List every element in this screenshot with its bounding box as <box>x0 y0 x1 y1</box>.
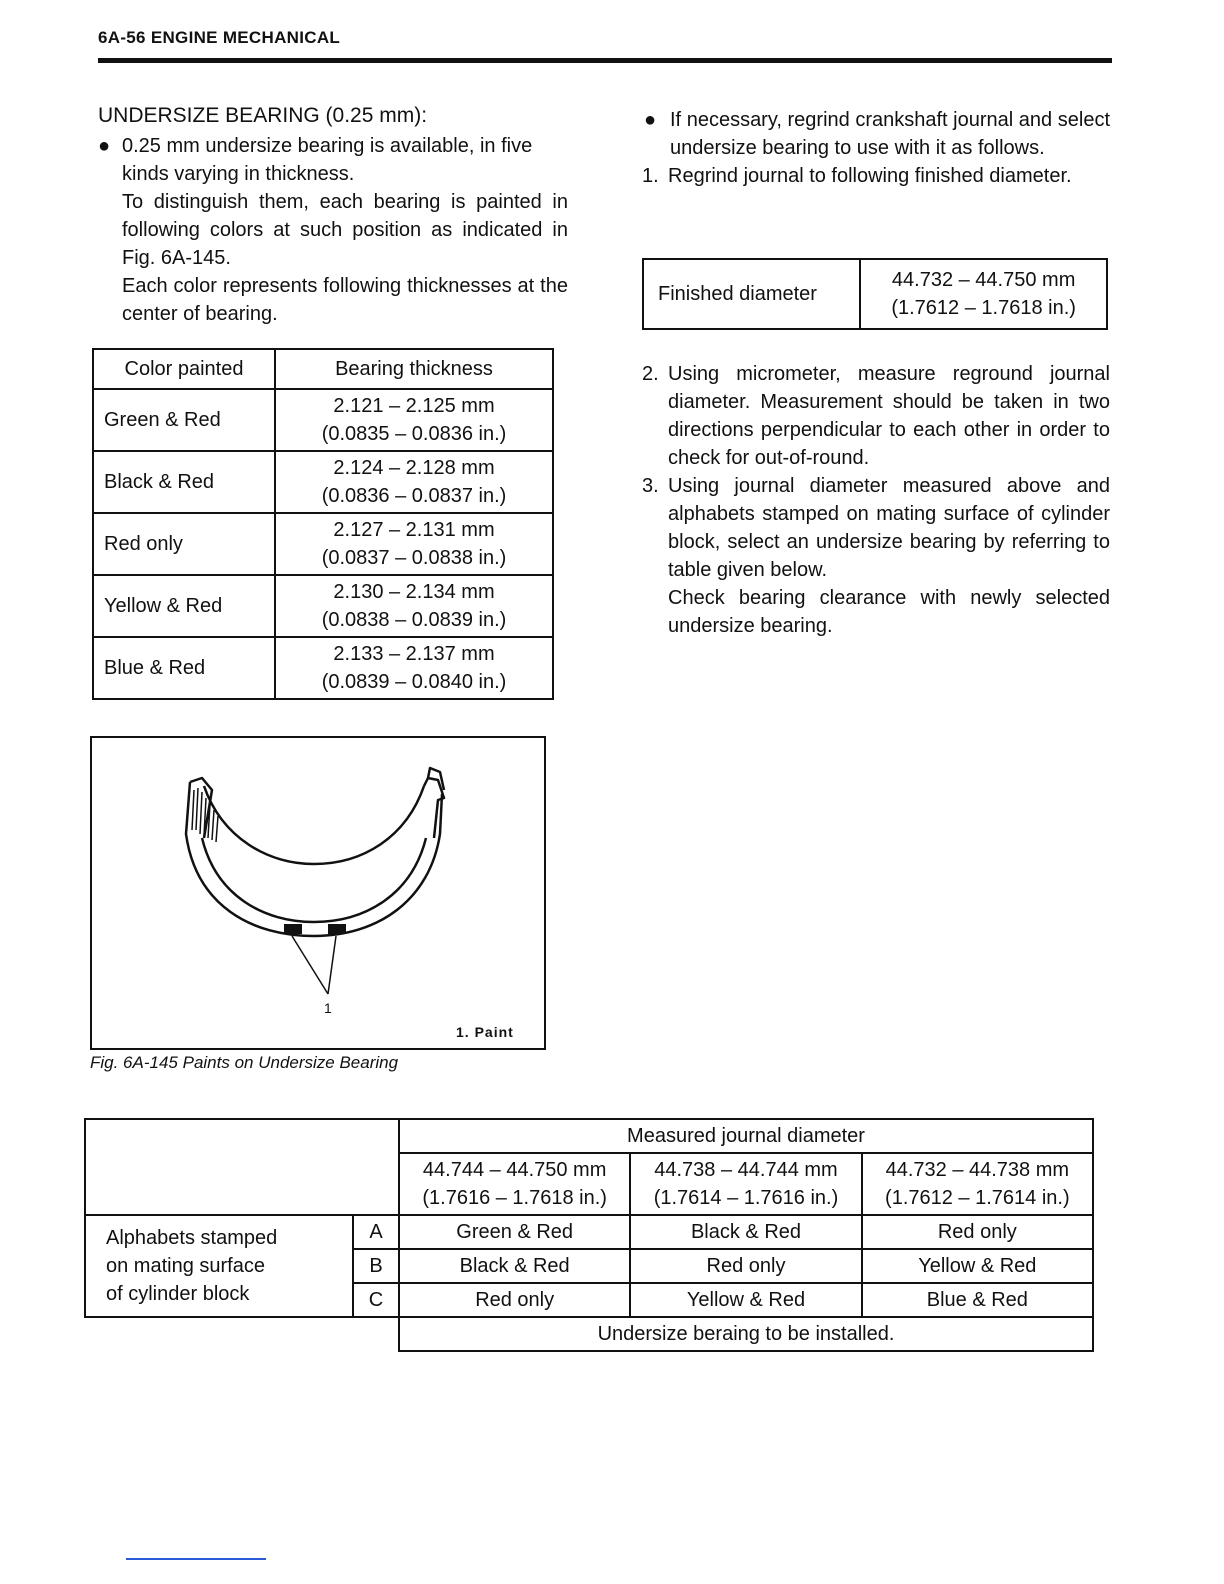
page-header: 6A-56 ENGINE MECHANICAL <box>98 28 341 47</box>
left-bullet <box>98 132 568 188</box>
left-bullet-text: 0.25 mm undersize bearing is available, in five kinds varying in thickness. <box>122 135 533 185</box>
right-column <box>640 106 1110 190</box>
column-inch: (1.7614 – 1.7616 in.) <box>653 1187 839 1209</box>
step-2 <box>640 360 1110 472</box>
step-number: 1. <box>642 165 659 187</box>
table-row <box>85 1215 1093 1249</box>
thickness-cell <box>275 451 553 513</box>
bearing-color-cell: Green & Red <box>399 1215 630 1249</box>
column-mm: 44.738 – 44.744 mm <box>654 1159 838 1181</box>
row-label-line: Alphabets stamped <box>106 1227 278 1249</box>
diameter-column-1 <box>399 1153 630 1215</box>
step-3-note: Check bearing clearance with newly selected undersize bearing. <box>668 587 1110 637</box>
thickness-mm: 2.127 – 2.131 mm <box>333 519 495 541</box>
figure-box <box>90 736 546 1050</box>
diameter-column-3 <box>862 1153 1093 1215</box>
finished-diameter-label: Finished diameter <box>643 259 860 329</box>
bearing-color-table <box>92 348 554 700</box>
thickness-inch: (0.0838 – 0.0839 in.) <box>321 609 507 631</box>
paint-mark-right <box>328 924 346 934</box>
table-row <box>93 389 553 451</box>
figure-legend: 1. Paint <box>456 1024 514 1040</box>
thickness-mm: 2.130 – 2.134 mm <box>333 581 495 603</box>
table-row <box>93 637 553 699</box>
table-row <box>93 451 553 513</box>
thickness-inch: (0.0839 – 0.0840 in.) <box>321 671 507 693</box>
header-color-painted: Color painted <box>93 349 275 389</box>
bearing-color-cell: Red only <box>862 1215 1093 1249</box>
bearing-color-cell: Black & Red <box>630 1215 861 1249</box>
footer-line <box>126 1558 266 1560</box>
column-inch: (1.7612 – 1.7614 in.) <box>885 1187 1070 1209</box>
thickness-mm: 2.121 – 2.125 mm <box>333 395 495 417</box>
bearing-color-cell: Blue & Red <box>862 1283 1093 1317</box>
letter-cell: A <box>353 1215 399 1249</box>
left-para-2: Each color represents following thicknesses at the center of bearing. <box>122 275 568 325</box>
table-row <box>93 575 553 637</box>
bearing-color-cell: Red only <box>630 1249 861 1283</box>
color-cell: Green & Red <box>93 389 275 451</box>
thickness-inch: (0.0835 – 0.0836 in.) <box>321 423 507 445</box>
color-cell: Red only <box>93 513 275 575</box>
thickness-cell <box>275 575 553 637</box>
figure-caption: Fig. 6A-145 Paints on Undersize Bearing <box>90 1053 399 1072</box>
alphabets-stamped-label <box>85 1215 353 1317</box>
row-label-line: on mating surface <box>106 1255 265 1277</box>
right-bullet-text: If necessary, regrind crankshaft journal and select undersize bearing to use with it as follows. <box>670 109 1110 159</box>
bearing-color-cell: Black & Red <box>399 1249 630 1283</box>
finished-mm: 44.732 – 44.750 mm <box>891 269 1076 291</box>
finished-diameter-value <box>860 259 1107 329</box>
thickness-mm: 2.124 – 2.128 mm <box>333 457 495 479</box>
header-bearing-thickness: Bearing thickness <box>275 349 553 389</box>
left-para-1: To distinguish them, each bearing is painted in following colors at such position as indicated in Fig. 6A-145. <box>122 191 568 269</box>
left-column <box>98 102 568 328</box>
finished-diameter-table <box>642 258 1108 330</box>
step-number: 2. <box>642 363 659 385</box>
bearing-color-cell: Red only <box>399 1283 630 1317</box>
table-row <box>93 513 553 575</box>
bearing-color-cell: Yellow & Red <box>862 1249 1093 1283</box>
empty-footer-cell <box>85 1317 399 1351</box>
step-number: 3. <box>642 475 659 497</box>
table-footer: Undersize beraing to be installed. <box>399 1317 1093 1351</box>
bullet-dot-icon: ● <box>98 135 111 157</box>
bearing-illustration <box>92 738 548 1052</box>
thickness-cell <box>275 389 553 451</box>
thickness-mm: 2.133 – 2.137 mm <box>333 643 495 665</box>
section-title: UNDERSIZE BEARING (0.25 mm): <box>98 104 428 127</box>
column-inch: (1.7616 – 1.7618 in.) <box>422 1187 607 1209</box>
color-cell: Black & Red <box>93 451 275 513</box>
thickness-inch: (0.0837 – 0.0838 in.) <box>321 547 507 569</box>
bullet-dot-icon: ● <box>644 109 657 131</box>
header-rule <box>98 58 1112 63</box>
finished-inch: (1.7612 – 1.7618 in.) <box>891 297 1076 319</box>
diameter-column-2 <box>630 1153 861 1215</box>
step-3-text: Using journal diameter measured above and alphabets stamped on mating surface of cylinder block, select an undersize bearing by referring to table given below. <box>668 475 1110 581</box>
row-label-line: of cylinder block <box>106 1283 250 1305</box>
right-column-steps <box>640 360 1110 640</box>
thickness-cell <box>275 637 553 699</box>
color-cell: Yellow & Red <box>93 575 275 637</box>
thickness-inch: (0.0836 – 0.0837 in.) <box>321 485 507 507</box>
step-3 <box>640 472 1110 584</box>
paint-mark-left <box>284 924 302 934</box>
step-2-text: Using micrometer, measure reground journal diameter. Measurement should be taken in two directions perpendicular to each other in order to check for out-of-round. <box>668 363 1110 469</box>
step-1 <box>640 162 1110 190</box>
empty-corner-cell <box>85 1119 399 1215</box>
column-mm: 44.732 – 44.738 mm <box>885 1159 1070 1181</box>
step-1-text: Regrind journal to following finished diameter. <box>668 165 1072 187</box>
callout-number: 1 <box>324 1000 332 1016</box>
thickness-cell <box>275 513 553 575</box>
measured-diameter-header: Measured journal diameter <box>399 1119 1093 1153</box>
right-bullet <box>640 106 1110 162</box>
letter-cell: B <box>353 1249 399 1283</box>
letter-cell: C <box>353 1283 399 1317</box>
bearing-color-cell: Yellow & Red <box>630 1283 861 1317</box>
column-mm: 44.744 – 44.750 mm <box>422 1159 607 1181</box>
color-cell: Blue & Red <box>93 637 275 699</box>
bearing-selection-table <box>84 1118 1094 1352</box>
